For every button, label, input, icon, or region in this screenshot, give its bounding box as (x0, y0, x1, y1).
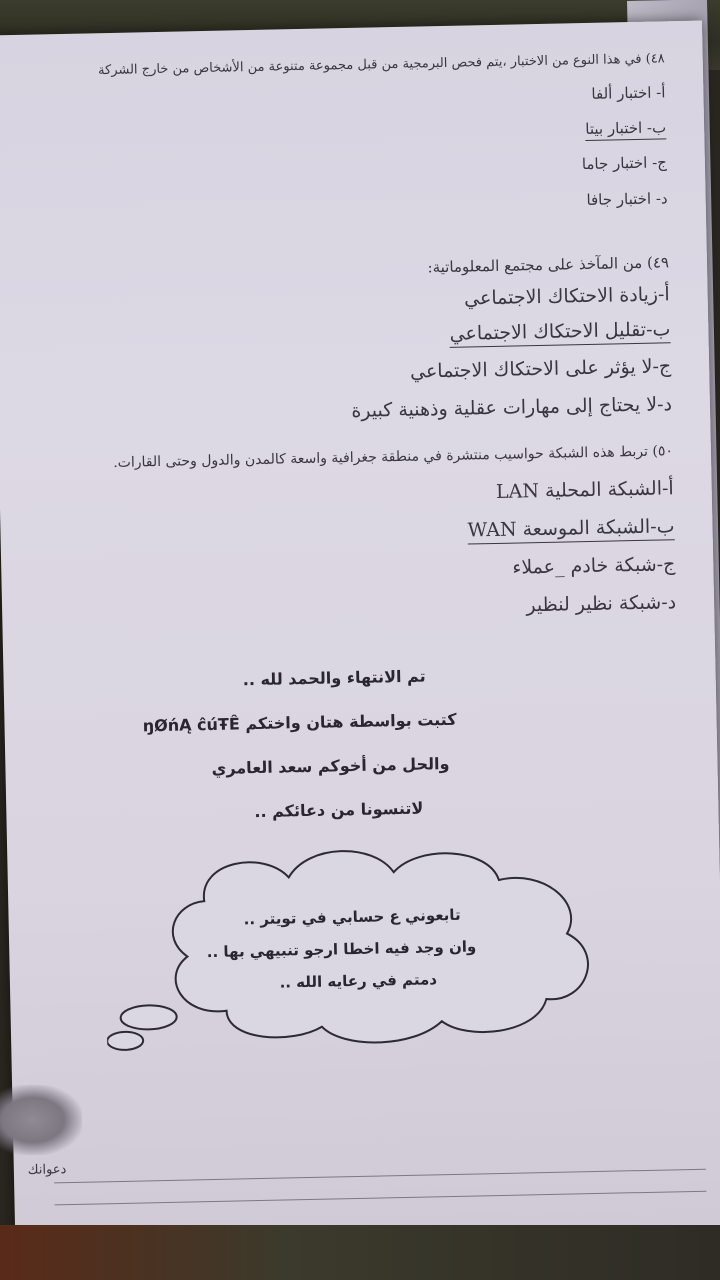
page-smudge (0, 1085, 82, 1155)
q49-option-a: أ-زيادة الاحتكاك الاجتماعي (463, 283, 670, 310)
footer-text: دعوانك (27, 1162, 67, 1178)
footer-rule (54, 1169, 706, 1184)
cloud-bubble-small (107, 1031, 143, 1050)
q48-option-a: أ- اختبار ألفا (591, 83, 666, 103)
exam-page (0, 21, 720, 1246)
closing-line-4: لاتنسونا من دعائكم .. (254, 798, 424, 822)
q48-option-b-correct: ب- اختبار بيتا (585, 118, 666, 141)
closing-line-3: والحل من أخوكم سعد العامري (211, 753, 450, 778)
q50-option-d: د-شبكة نظير لنظير (526, 591, 677, 617)
q50-option-a: أ-الشبكة المحلية LAN (495, 477, 674, 503)
q49-option-b-correct: ب-تقليل الاحتكاك الاجتماعي (449, 318, 670, 348)
q49-option-c: ج-لا يؤثر على الاحتكاك الاجتماعي (409, 355, 672, 383)
q48-option-c: ج- اختبار جاما (581, 153, 668, 174)
question-48-stem: ٤٨) في هذا النوع من الاختبار ،يتم فحص البرمجية من قبل مجموعة متنوعة من الأشخاص من خارج الشركة (97, 51, 665, 79)
closing-line-1: تم الانتهاء والحمد لله .. (242, 666, 426, 690)
closing-line-2: كتبت بواسطة هتان واختكم ŋØńĄ ĉúŦÊ (142, 709, 457, 736)
question-49-stem: ٤٩) من المآخذ على مجتمع المعلوماتية: (427, 253, 670, 277)
q50-option-b-correct: ب-الشبكة الموسعة WAN (467, 515, 674, 544)
cloud-line-3: دمتم في رعايه الله .. (279, 970, 438, 992)
cloud-line-1: تابعوني ع حسابي في تويتر .. (243, 905, 461, 929)
cloud-line-2: وان وجد فيه اخطا ارجو تنبيهي بها .. (206, 937, 477, 962)
q50-option-c: ج-شبكة خادم _عملاء (512, 553, 676, 579)
background-carpet-bottom (0, 1225, 720, 1280)
footer-rule-lower (55, 1191, 707, 1206)
cloud-bubble-large (120, 1005, 176, 1030)
q49-option-d: د-لا يحتاج إلى مهارات عقلية وذهنية كبيرة (351, 393, 673, 422)
q48-option-d: د- اختبار جافا (586, 189, 668, 209)
question-50-stem: ٥٠) تربط هذه الشبكة حواسيب منتشرة في منطقة جغرافية واسعة كالمدن والدول وحتى القارات. (113, 443, 674, 471)
